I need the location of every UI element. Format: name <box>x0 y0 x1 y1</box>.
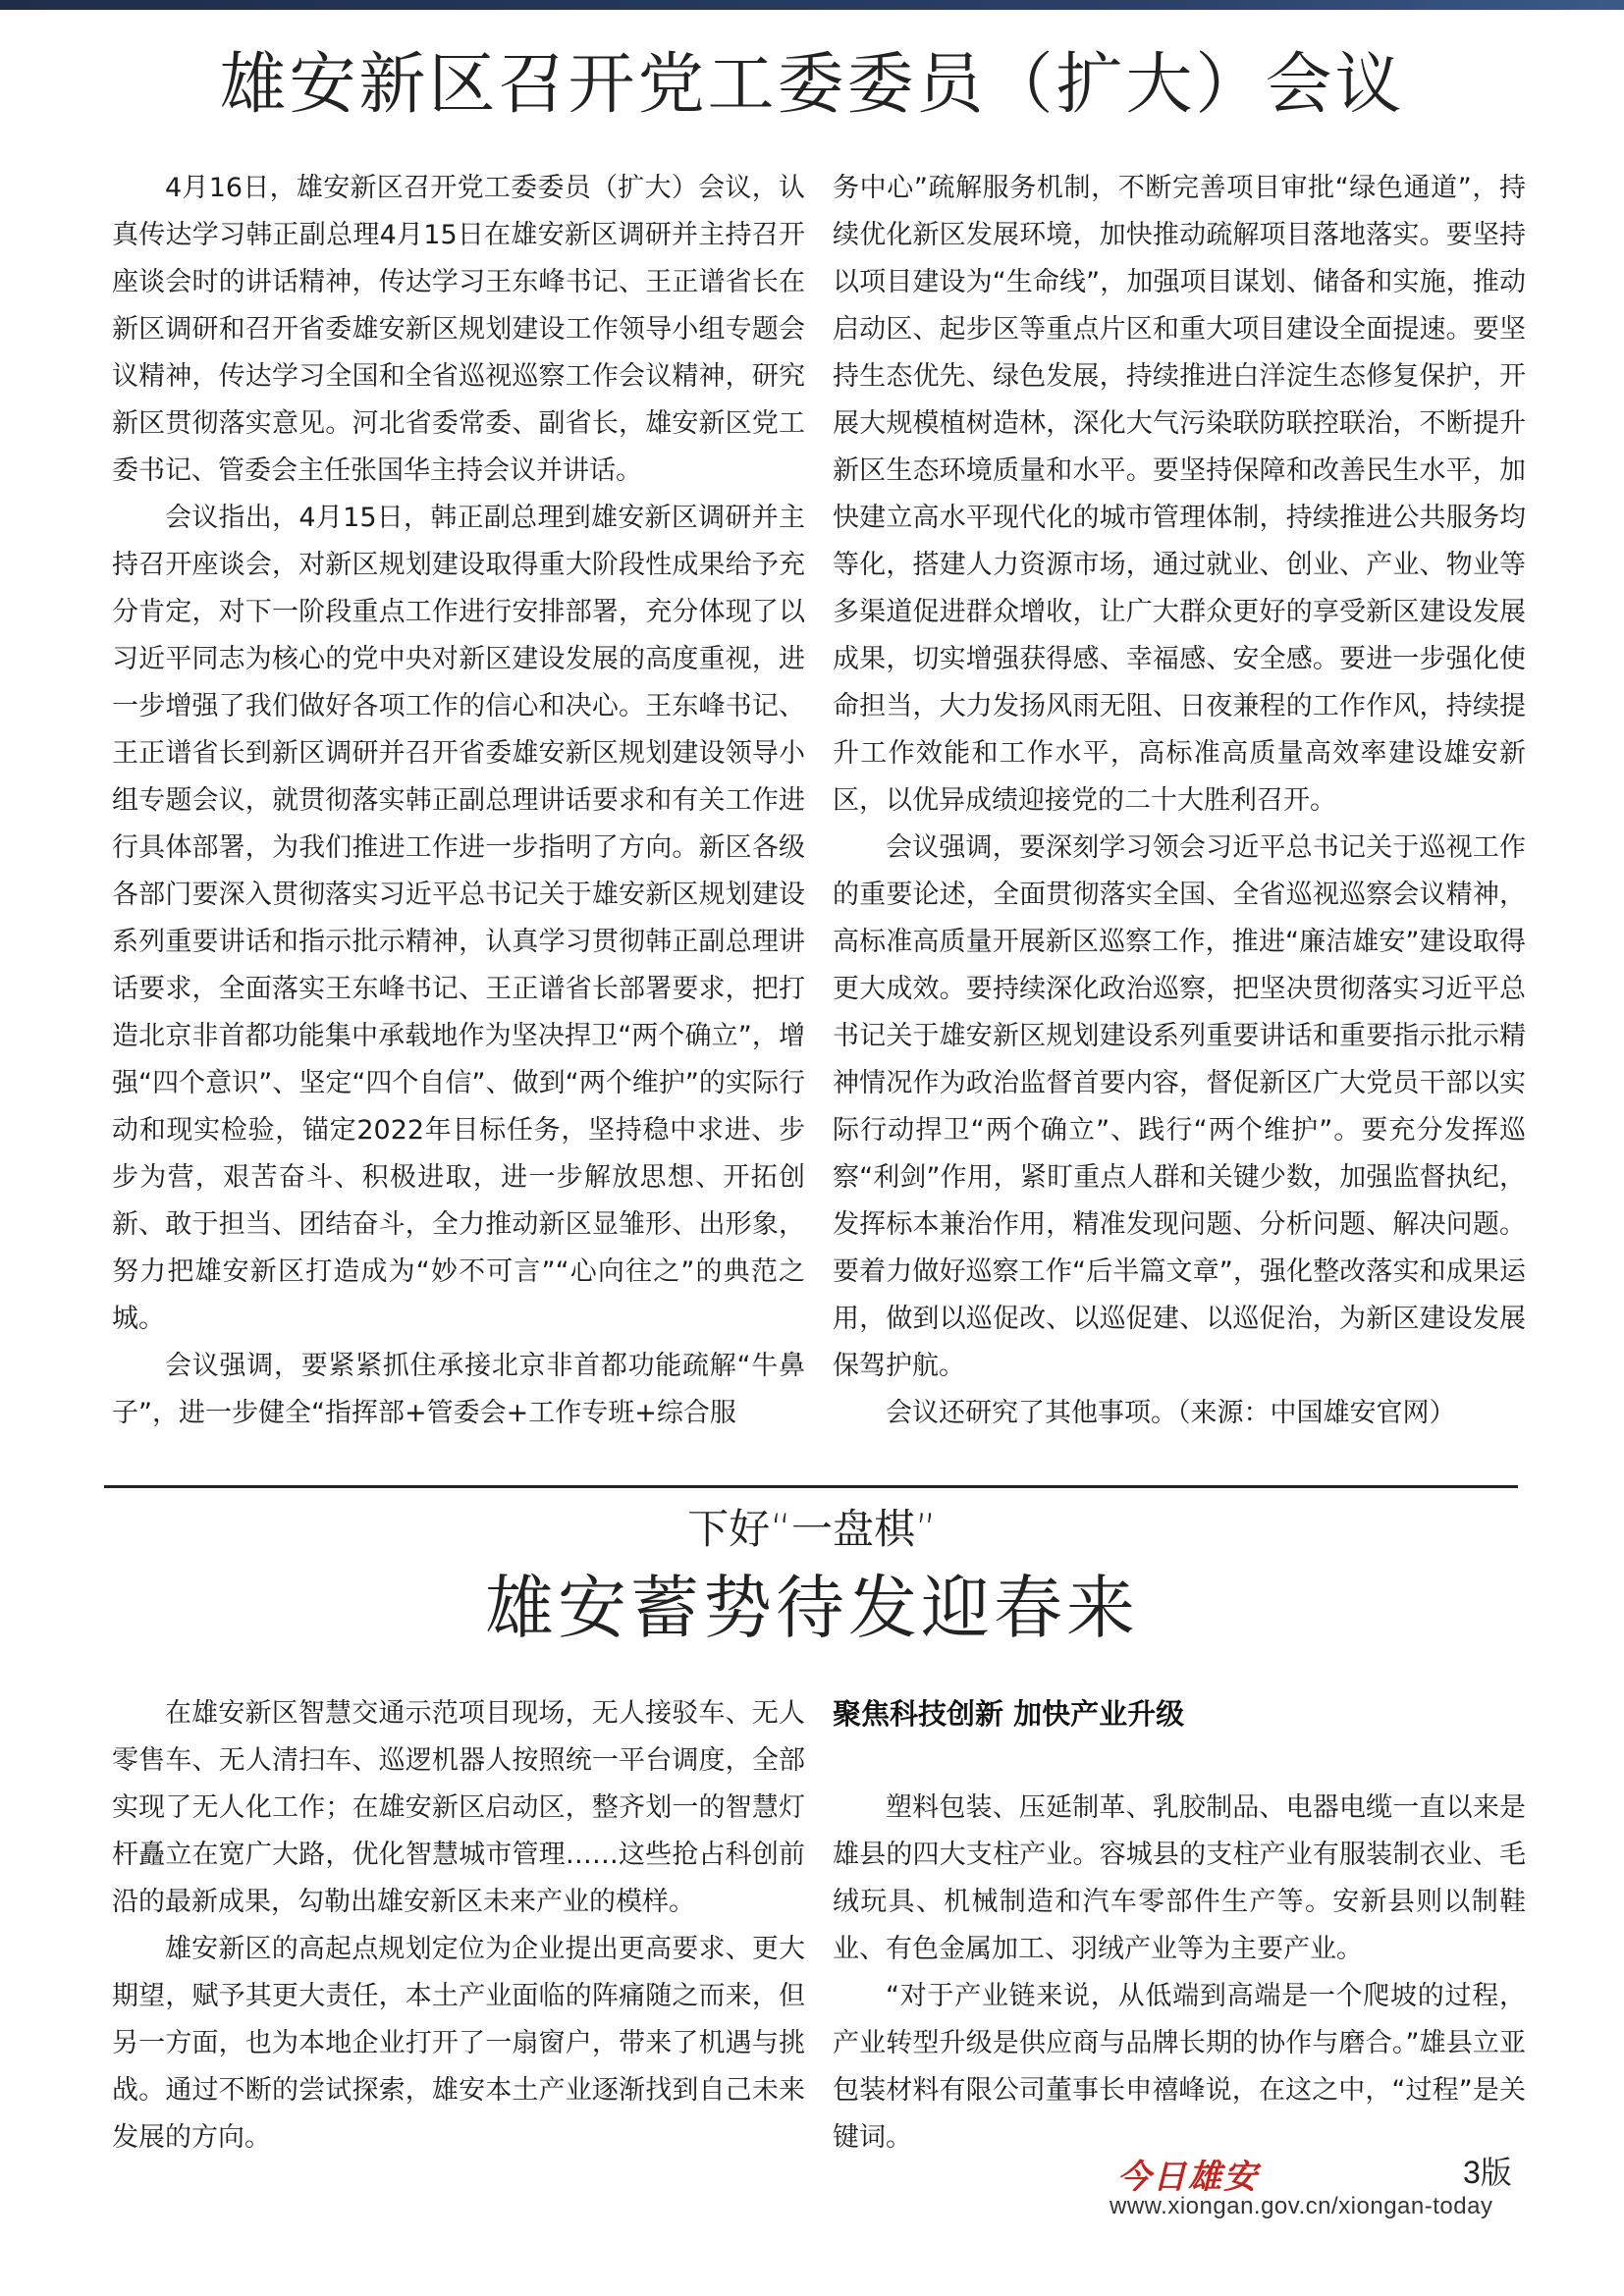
article2-kicker: 下好“一盘棋” <box>687 1505 937 1553</box>
publication-logo: 今日雄安 <box>1117 2158 1259 2197</box>
article2-paragraph: “对于产业链来说，从低端到高端是一个爬坡的过程，产业转型升级是供应商与品牌长期的协作与磨合。”雄县立亚包装材料有限公司董事长申禧峰说，在这之中，“过程”是关键词。 <box>833 1981 1526 2153</box>
footer-url: www.xiongan.gov.cn/xiongan-today <box>1110 2193 1493 2219</box>
article1-right-column <box>833 165 1526 1461</box>
article2-paragraph: 雄安新区的高起点规划定位为企业提出更高要求、更大期望，赋予其更大责任，本土产业面临的阵痛随之而来，但另一方面，也为本地企业打开了一扇窗户，带来了机遇与挑战。通过不断的尝试探索，雄安本土产业逐渐找到自己未来发展的方向。 <box>112 1934 805 2153</box>
article1-left-column <box>112 165 805 1461</box>
article1-paragraph: 会议强调，要紧紧抓住承接北京非首都功能疏解“牛鼻子”，进一步健全“指挥部+管委会+工作专班+综合服 <box>112 1351 805 1428</box>
article2-subheading: 聚焦科技创新 加快产业升级 <box>833 1697 1185 1731</box>
section-divider <box>104 1485 1518 1488</box>
article1-headline: 雄安新区召开党工委委员（扩大）会议 <box>219 46 1405 124</box>
top-header-bar <box>0 0 1624 10</box>
article2-paragraph: 塑料包装、压延制革、乳胶制品、电器电缆一直以来是雄县的四大支柱产业。容城县的支柱产业有服装制衣业、毛绒玩具、机械制造和汽车零部件生产等。安新县则以制鞋业、有色金属加工、羽绒产业等为主要产业。 <box>833 1792 1526 1964</box>
article2-left-column <box>112 1690 805 2201</box>
article1-paragraph: 会议强调，要深刻学习领会习近平总书记关于巡视工作的重要论述，全面贯彻落实全国、全省巡视巡察会议精神，高标准高质量开展新区巡察工作，推进“廉洁雄安”建设取得更大成效。要持续深化政治巡察，把坚决贯彻落实习近平总书记关于雄安新区规划建设系列重要讲话和重要指示批示精神情况作为政治监督首要内容，督促新区广大党员干部以实际行动捍卫“两个确立”、践行“两个维护”。要充分发挥巡察“利剑”作用，紧盯重点人群和关键少数，加强监督执纪，发挥标本兼治作用，精准发现问题、分析问题、解决问题。要着力做好巡察工作“后半篇文章”，强化整改落实和成果运用，做到以巡促改、以巡促建、以巡促治，为新区建设发展保驾护航。 <box>833 832 1526 1381</box>
article1-paragraph: 会议指出，4月15日，韩正副总理到雄安新区调研并主持召开座谈会，对新区规划建设取得重大阶段性成果给予充分肯定，对下一阶段重点工作进行安排部署，充分体现了以习近平同志为核心的党中央对新区建设发展的高度重视，进一步增强了我们做好各项工作的信心和决心。王东峰书记、王正谱省长到新区调研并召开省委雄安新区规划建设领导小组专题会议，就贯彻落实韩正副总理讲话要求和有关工作进行具体部署，为我们推进工作进一步指明了方向。新区各级各部门要深入贯彻落实习近平总书记关于雄安新区规划建设系列重要讲话和指示批示精神，认真学习贯彻韩正副总理讲话要求，全面落实王东峰书记、王正谱省长部署要求，把打造北京非首都功能集中承载地作为坚决捍卫“两个确立”，增强“四个意识”、坚定“四个自信”、做到“两个维护”的实际行动和现实检验，锚定2022年目标任务，坚持稳中求进、步步为营，艰苦奋斗、积极进取，进一步解放思想、开拓创新、敢于担当、团结奋斗，全力推动新区显雏形、出形象，努力把雄安新区打造成为“妙不可言”“心向往之”的典范之城。 <box>112 503 805 1334</box>
article1-paragraph: 4月16日，雄安新区召开党工委委员（扩大）会议，认真传达学习韩正副总理4月15日在雄安新区调研并主持召开座谈会时的讲话精神，传达学习王东峰书记、王正谱省长在新区调研和召开省委雄安新区规划建设工作领导小组专题会议精神，传达学习全国和全省巡视巡察工作会议精神，研究新区贯彻落实意见。河北省委常委、副省长，雄安新区党工委书记、管委会主任张国华主持会议并讲话。 <box>112 173 805 486</box>
article1-source-line: 会议还研究了其他事项。（来源：中国雄安官网） <box>886 1398 1456 1428</box>
article2-right-column <box>833 1690 1526 2153</box>
page-number: 3版 <box>1463 2155 1512 2190</box>
article2-paragraph: 在雄安新区智慧交通示范项目现场，无人接驳车、无人零售车、无人清扫车、巡逻机器人按照统一平台调度，全部实现了无人化工作；在雄安新区启动区，整齐划一的智慧灯杆矗立在宽广大路，优化智慧城市管理……这些抢占科创前沿的最新成果，勾勒出雄安新区未来产业的模样。 <box>112 1698 805 1917</box>
article1-paragraph-continued: 务中心”疏解服务机制，不断完善项目审批“绿色通道”，持续优化新区发展环境，加快推动疏解项目落地落实。要坚持以项目建设为“生命线”，加强项目谋划、储备和实施，推动启动区、起步区等重点片区和重大项目建设全面提速。要坚持生态优先、绿色发展，持续推进白洋淀生态修复保护，开展大规模植树造林，深化大气污染联防联控联治，不断提升新区生态环境质量和水平。要坚持保障和改善民生水平，加快建立高水平现代化的城市管理体制，持续推进公共服务均等化，搭建人力资源市场，通过就业、创业、产业、物业等多渠道促进群众增收，让广大群众更好的享受新区建设发展成果，切实增强获得感、幸福感、安全感。要进一步强化使命担当，大力发扬风雨无阻、日夜兼程的工作作风，持续提升工作效能和工作水平，高标准高质量高效率建设雄安新区，以优异成绩迎接党的二十大胜利召开。 <box>833 173 1526 816</box>
article2-headline: 雄安蓄势待发迎春来 <box>485 1568 1139 1648</box>
